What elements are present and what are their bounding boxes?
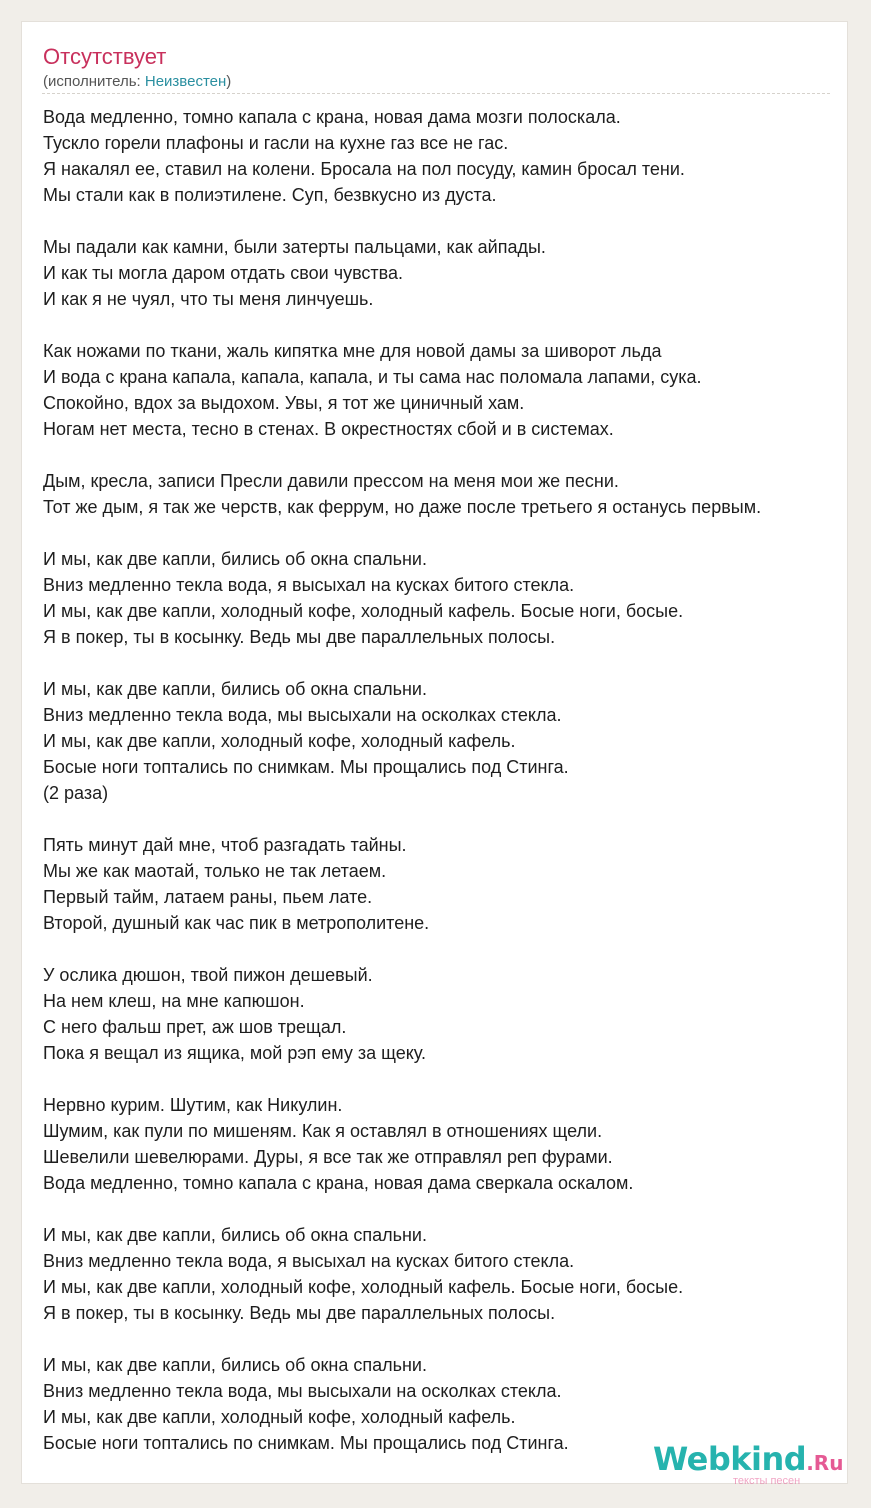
artist-line — [43, 73, 231, 91]
lyric-line: Босые ноги топтались по снимкам. Мы прощались под Стинга. — [43, 1433, 569, 1453]
lyric-line: Спокойно, вдох за выдохом. Увы, я тот же циничный хам. — [43, 393, 525, 413]
lyric-line: Вниз медленно текла вода, я высыхал на кусках битого стекла. — [43, 1251, 575, 1271]
lyric-stanza — [43, 468, 848, 520]
lyric-line: И мы, как две капли, бились об окна спальни. — [43, 1355, 427, 1375]
song-title: Отсутствует — [43, 44, 167, 69]
artist-prefix: (исполнитель: — [43, 73, 145, 90]
lyric-line: У ослика дюшон, твой пижон дешевый. — [43, 965, 373, 985]
lyric-line: Нервно курим. Шутим, как Никулин. — [43, 1095, 343, 1115]
lyric-stanza — [43, 234, 848, 312]
lyric-stanza — [43, 676, 848, 806]
lyric-line: Мы же как маотай, только не так летаем. — [43, 861, 387, 881]
webkind-watermark — [653, 1439, 845, 1489]
lyric-line: Ногам нет места, тесно в стенах. В окрестностях сбой и в системах. — [43, 419, 614, 439]
header-divider — [42, 93, 830, 94]
lyric-line: Второй, душный как час пик в метрополитене. — [43, 913, 430, 933]
lyric-line: И мы, как две капли, бились об окна спальни. — [43, 1225, 427, 1245]
artist-suffix: ) — [226, 73, 232, 90]
lyric-line: И мы, как две капли, бились об окна спальни. — [43, 549, 427, 569]
lyric-line: И мы, как две капли, холодный кофе, холодный кафель. — [43, 1407, 516, 1427]
lyric-line: Первый тайм, латаем раны, пьем лате. — [43, 887, 373, 907]
lyric-line: Вода медленно, томно капала с крана, новая дама мозги полоскала. — [43, 107, 621, 127]
lyric-stanza — [43, 104, 848, 208]
lyric-line: Вода медленно, томно капала с крана, новая дама сверкала оскалом. — [43, 1173, 634, 1193]
lyric-line: На нем клеш, на мне капюшон. — [43, 991, 305, 1011]
lyric-line: Босые ноги топтались по снимкам. Мы прощались под Стинга. — [43, 757, 569, 777]
lyric-stanza — [43, 832, 848, 936]
lyric-line: Пока я вещал из ящика, мой рэп ему за щеку. — [43, 1043, 427, 1063]
lyric-line: Я накалял ее, ставил на колени. Бросала на пол посуду, камин бросал тени. — [43, 159, 685, 179]
lyric-line: Я в покер, ты в косынку. Ведь мы две параллельных полосы. — [43, 627, 556, 647]
lyric-stanza — [43, 338, 848, 442]
lyric-line: И мы, как две капли, холодный кофе, холодный кафель. Босые ноги, босые. — [43, 1277, 684, 1297]
lyric-line: И как ты могла даром отдать свои чувства. — [43, 263, 404, 283]
lyrics-body — [43, 104, 848, 1456]
lyrics-card — [21, 21, 848, 1484]
lyric-stanza — [43, 1222, 848, 1326]
watermark-brand-tld: .Ru — [806, 1451, 844, 1475]
lyric-line: И мы, как две капли, холодный кофе, холодный кафель. Босые ноги, босые. — [43, 601, 684, 621]
lyric-line: Мы стали как в полиэтилене. Суп, безвкусно из дуста. — [43, 185, 497, 205]
watermark-brand-main: Webkind — [653, 1440, 807, 1478]
lyric-stanza — [43, 1092, 848, 1196]
lyric-line: Мы падали как камни, были затерты пальцами, как айпады. — [43, 237, 546, 257]
lyric-line: И мы, как две капли, бились об окна спальни. — [43, 679, 427, 699]
lyric-line: Пять минут дай мне, чтоб разгадать тайны. — [43, 835, 407, 855]
lyric-line: Шумим, как пули по мишеням. Как я оставлял в отношениях щели. — [43, 1121, 603, 1141]
lyric-line: Дым, кресла, записи Пресли давили прессом на меня мои же песни. — [43, 471, 619, 491]
lyric-line: Тускло горели плафоны и гасли на кухне газ все не гас. — [43, 133, 509, 153]
lyric-line: И вода с крана капала, капала, капала, и ты сама нас поломала лапами, сука. — [43, 367, 702, 387]
lyric-line: Вниз медленно текла вода, я высыхал на кусках битого стекла. — [43, 575, 575, 595]
lyric-stanza — [43, 962, 848, 1066]
lyric-line: С него фальш прет, аж шов трещал. — [43, 1017, 347, 1037]
watermark-tagline: тексты песен — [733, 1475, 801, 1487]
lyric-line: И мы, как две капли, холодный кофе, холодный кафель. — [43, 731, 516, 751]
lyric-line: (2 раза) — [43, 783, 109, 803]
lyric-stanza — [43, 546, 848, 650]
lyric-line: Тот же дым, я так же черств, как феррум, но даже после третьего я останусь первым. — [43, 497, 762, 517]
lyric-line: Вниз медленно текла вода, мы высыхали на осколках стекла. — [43, 705, 562, 725]
artist-link[interactable]: Неизвестен — [144, 73, 227, 90]
lyric-line: Я в покер, ты в косынку. Ведь мы две параллельных полосы. — [43, 1303, 556, 1323]
lyric-line: И как я не чуял, что ты меня линчуешь. — [43, 289, 374, 309]
lyric-line: Шевелили шевелюрами. Дуры, я все так же отправлял реп фурами. — [43, 1147, 613, 1167]
lyric-line: Вниз медленно текла вода, мы высыхали на осколках стекла. — [43, 1381, 562, 1401]
lyric-line: Как ножами по ткани, жаль кипятка мне для новой дамы за шиворот льда — [43, 341, 662, 361]
